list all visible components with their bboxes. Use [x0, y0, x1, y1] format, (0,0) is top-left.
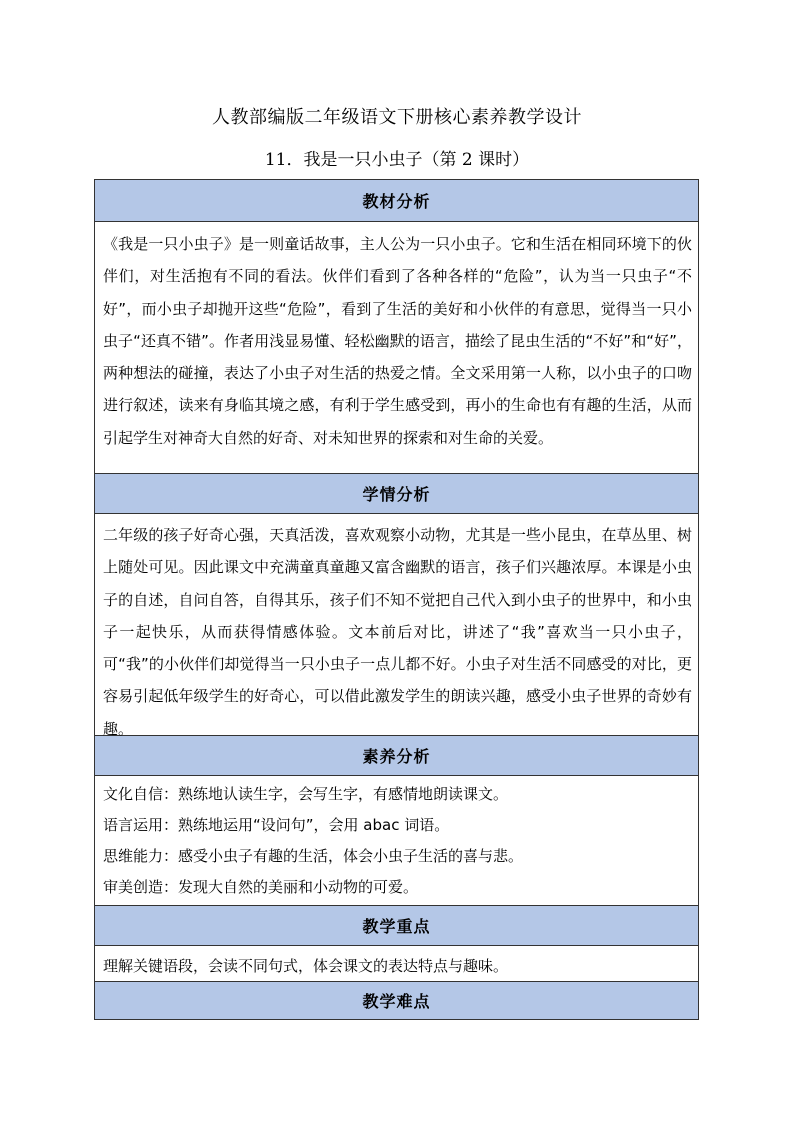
textbook-analysis-text: 《我是一只小虫子》是一则童话故事，主人公为一只小虫子。它和生活在相同环境下的伙伴们，对生活抱有不同的看法。伙伴们看到了各种各样的“危险”，认为当一只虫子“不好”，而小虫子却抛开这些“危险”，看到了生活的美好和小伙伴的有意思，觉得当一只小虫子“还真不错”。作者用浅显易懂、轻松幽默的语言，描绘了昆虫生活的“不好”和“好”，两种想法的碰撞，表达了小虫子对生活的热爱之情。全文采用第一人称，以小虫子的口吻进行叙述，读来有身临其境之感，有利于学生感受到，再小的生命也有有趣的生活，从而引起学生对神奇大自然的好奇、对未知世界的探索和对生命的关爱。: [103, 235, 692, 447]
student-analysis-content: [95, 514, 698, 736]
literacy-item-culture: 文化自信：熟练地认读生字，会写生字，有感情地朗读课文。: [103, 785, 509, 803]
teaching-focus-content: [95, 946, 698, 982]
student-analysis-text: 二年级的孩子好奇心强，天真活泼，喜欢观察小动物，尤其是一些小昆虫，在草丛里、树上随处可见。因此课文中充满童真童趣又富含幽默的语言，孩子们兴趣浓厚。本课是小虫子的自述，自问自答，自得其乐，孩子们不知不觉把自己代入到小虫子的世界中，和小虫子一起快乐，从而获得情感体验。文本前后对比，讲述了“我”喜欢当一只小虫子，可“我”的小伙伴们却觉得当一只小虫子一点儿都不好。小虫子对生活不同感受的对比，更容易引起低年级学生的好奇心，可以借此激发学生的朗读兴趣，感受小虫子世界的奇妙有趣。: [103, 526, 692, 738]
textbook-analysis-content: [95, 222, 698, 474]
student-analysis-heading: 学情分析: [95, 474, 698, 514]
lesson-design-table: [94, 179, 699, 1020]
textbook-analysis-heading: 教材分析: [95, 180, 698, 222]
teaching-focus-heading: 教学重点: [95, 906, 698, 946]
literacy-item-thinking: 思维能力：感受小虫子有趣的生活，体会小虫子生活的喜与悲。: [103, 847, 524, 865]
lesson-subtitle: 11．我是一只小虫子（第 2 课时）: [264, 150, 530, 170]
literacy-item-language: 语言运用：熟练地运用“设问句”，会用 abac 词语。: [103, 816, 450, 834]
document-title: 人教部编版二年级语文下册核心素养教学设计: [212, 107, 582, 128]
literacy-item-aesthetics: 审美创造：发现大自然的美丽和小动物的可爱。: [103, 878, 419, 896]
teaching-focus-text: 理解关键语段，会读不同句式，体会课文的表达特点与趣味。: [103, 957, 509, 975]
literacy-analysis-heading: 素养分析: [95, 736, 698, 776]
teaching-difficulty-heading: 教学难点: [95, 982, 698, 1019]
literacy-analysis-content: [95, 776, 698, 906]
